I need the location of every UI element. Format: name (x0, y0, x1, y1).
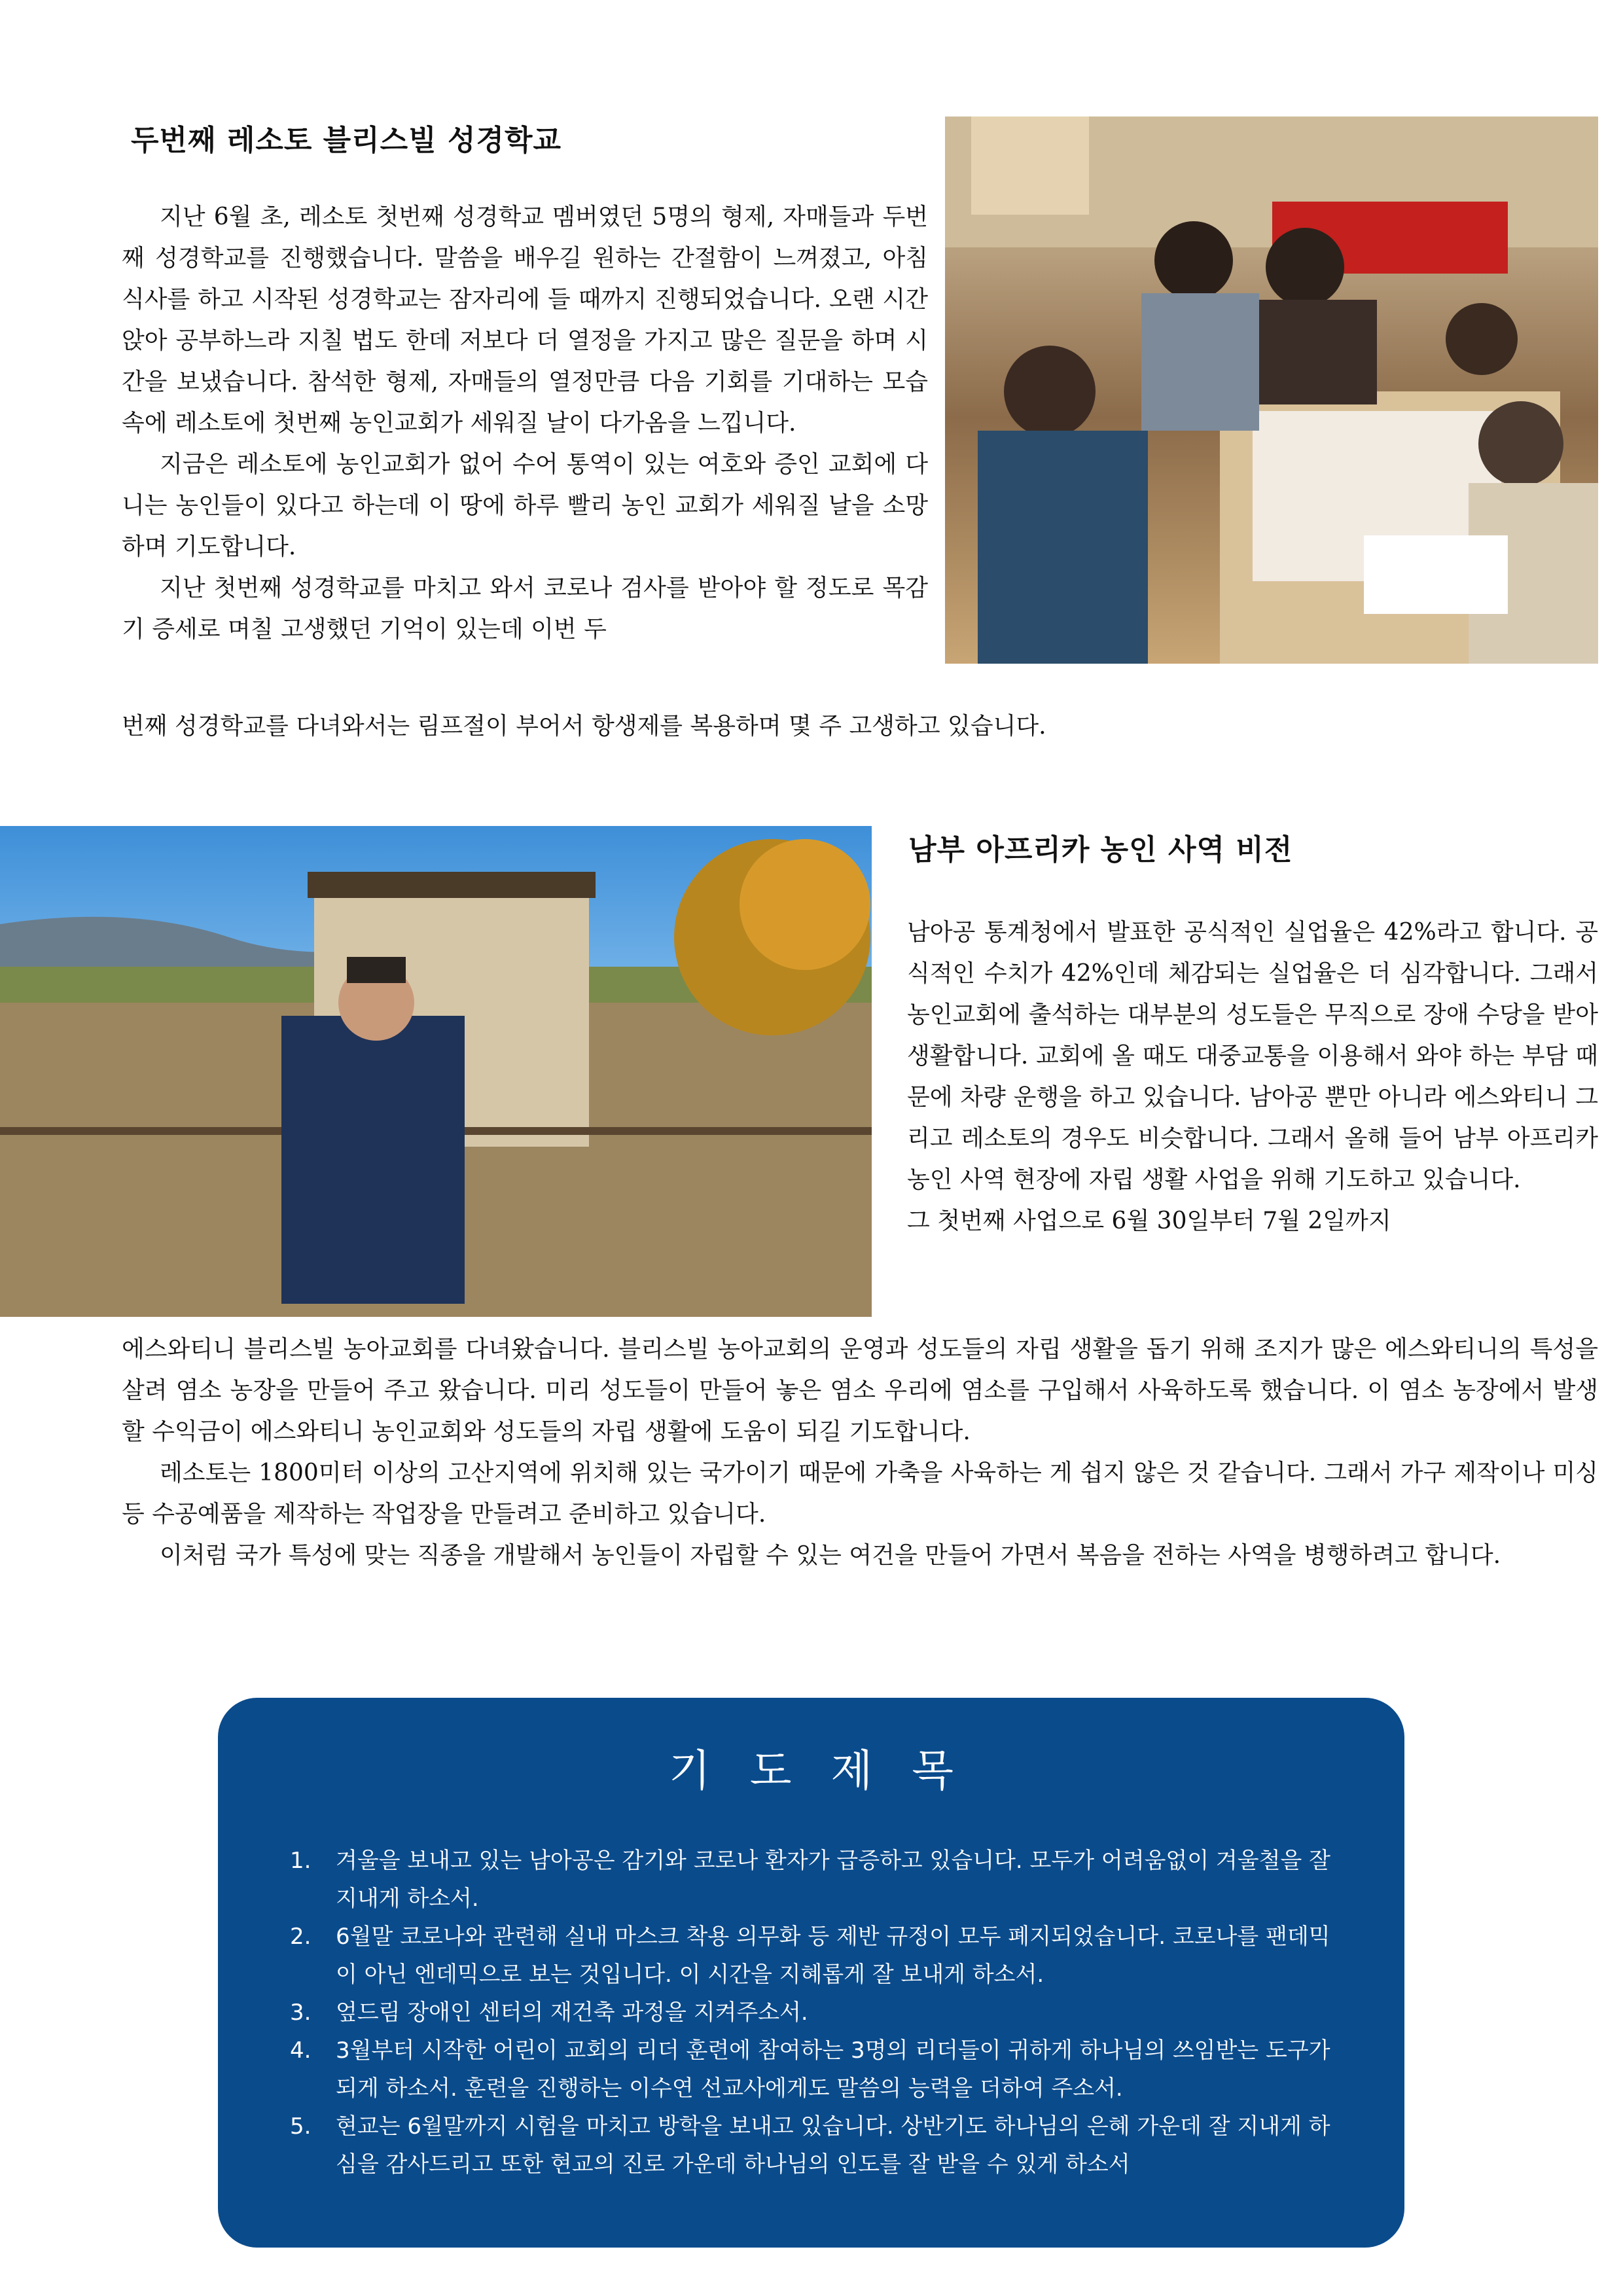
prayer-item-text: 6월말 코로나와 관련해 실내 마스크 착용 의무화 등 제반 규정이 모두 폐지되었습니다. 코로나를 팬데믹이 아닌 엔데믹으로 보는 것입니다. 이 시간을 지혜롭게 잘 보내게 하소서. (336, 1924, 1330, 1988)
prayer-item (290, 1842, 1337, 1918)
prayer-item-text: 3월부터 시작한 어린이 교회의 리더 훈련에 참여하는 3명의 리더들이 귀하게 하나님의 쓰임받는 도구가 되게 하소서. 훈련을 진행하는 이수연 선교사에게도 말씀의 능력을 더하여 주소서. (336, 2037, 1330, 2102)
prayer-item-number: 1. (290, 1848, 312, 1874)
bible-study-photo-illustration (945, 117, 1598, 664)
section1-title: 두번째 레소토 블리스빌 성경학교 (131, 124, 562, 157)
section1-continuation: 번째 성경학교를 다녀와서는 림프절이 부어서 항생제를 복용하며 몇 주 고생하고 있습니다. (122, 713, 1046, 740)
prayer-item (290, 2108, 1337, 2183)
section2-right-text (907, 912, 1598, 1242)
section2-paragraph: 이처럼 국가 특성에 맞는 직종을 개발해서 농인들이 자립할 수 있는 여건을 만들어 가면서 복음을 전하는 사역을 병행하려고 합니다. (160, 1542, 1501, 1569)
section1-paragraph: 지난 첫번째 성경학교를 마치고 와서 코로나 검사를 받아야 할 정도로 목감기 증세로 며칠 고생했던 기억이 있는데 이번 두 (122, 575, 928, 643)
section2-paragraph: 에스와티니 블리스빌 농아교회를 다녀왔습니다. 블리스빌 농아교회의 운영과 성도들의 자립 생활을 돕기 위해 조지가 많은 에스와티니의 특성을 살려 염소 농장을 만들어 주고 왔습니다. 미리 성도들이 만들어 놓은 염소 우리에 염소를 구입해서 사육하도록 했습니다. 이 염소 농장에서 발생할 수익금이 에스와티니 농인교회와 성도들의 자립 생활에 도움이 되길 기도합니다. (122, 1336, 1598, 1445)
prayer-item (290, 1994, 1337, 2032)
section2-paragraph: 남아공 통계청에서 발표한 공식적인 실업율은 42%라고 합니다. 공식적인 수치가 42%인데 체감되는 실업율은 더 심각합니다. 그래서 농인교회에 출석하는 대부분의 성도들은 무직으로 장애 수당을 받아 생활합니다. 교회에 올 때도 대중교통을 이용해서 와야 하는 부담 때문에 차량 운행을 하고 있습니다. 남아공 뿐만 아니라 에스와티니 그리고 레소토의 경우도 비슷합니다. 그래서 올해 들어 남부 아프리카 농인 사역 현장에 자립 생활 사업을 위해 기도하고 있습니다. (907, 919, 1598, 1193)
prayer-item-number: 3. (290, 2000, 312, 2026)
section1-body (122, 196, 928, 650)
bible-study-photo (945, 117, 1598, 664)
prayer-item-number: 5. (290, 2113, 312, 2140)
section1-paragraph: 지난 6월 초, 레소토 첫번째 성경학교 멤버였던 5명의 형제, 자매들과 두번째 성경학교를 진행했습니다. 말씀을 배우길 원하는 간절함이 느껴졌고, 아침 식사를 하고 시작된 성경학교는 잠자리에 들 때까지 진행되었습니다. 오랜 시간 앉아 공부하느라 지칠 법도 한데 저보다 더 열정을 가지고 많은 질문을 하며 시간을 보냈습니다. 참석한 형제, 자매들의 열정만큼 다음 기회를 기대하는 모습 속에 레소토에 첫번째 농인교회가 세워질 날이 다가옴을 느낍니다. (122, 204, 928, 437)
farm-photo (0, 826, 872, 1317)
prayer-item-number: 2. (290, 1924, 312, 1950)
prayer-item-text: 겨울을 보내고 있는 남아공은 감기와 코로나 환자가 급증하고 있습니다. 모두가 어려움없이 겨울철을 잘 지내게 하소서. (336, 1848, 1330, 1912)
prayer-item (290, 1918, 1337, 1994)
prayer-box (218, 1698, 1404, 2248)
prayer-item (290, 2032, 1337, 2108)
section2-paragraph: 레소토는 1800미터 이상의 고산지역에 위치해 있는 국가이기 때문에 가축을 사육하는 게 쉽지 않은 것 같습니다. 그래서 가구 제작이나 미싱 등 수공예품을 제작하는 작업장을 만들려고 준비하고 있습니다. (122, 1460, 1598, 1528)
section1-paragraph: 지금은 레소토에 농인교회가 없어 수어 통역이 있는 여호와 증인 교회에 다니는 농인들이 있다고 하는데 이 땅에 하루 빨리 농인 교회가 세워질 날을 소망하며 기도합니다. (122, 451, 928, 560)
farm-photo-illustration (0, 826, 872, 1317)
section2-title: 남부 아프리카 농인 사역 비전 (908, 833, 1293, 867)
prayer-item-number: 4. (290, 2037, 312, 2064)
section2-transition: 그 첫번째 사업으로 6월 30일부터 7월 2일까지 (907, 1208, 1391, 1234)
prayer-list (290, 1842, 1337, 2183)
prayer-title: 기도제목 (668, 1746, 993, 1796)
prayer-item-text: 엎드림 장애인 센터의 재건축 과정을 지켜주소서. (336, 2000, 808, 2026)
section2-body (122, 1329, 1598, 1576)
prayer-item-text: 현교는 6월말까지 시험을 마치고 방학을 보내고 있습니다. 상반기도 하나님의 은혜 가운데 잘 지내게 하심을 감사드리고 또한 현교의 진로 가운데 하나님의 인도를 잘 받을 수 있게 하소서 (336, 2113, 1330, 2178)
